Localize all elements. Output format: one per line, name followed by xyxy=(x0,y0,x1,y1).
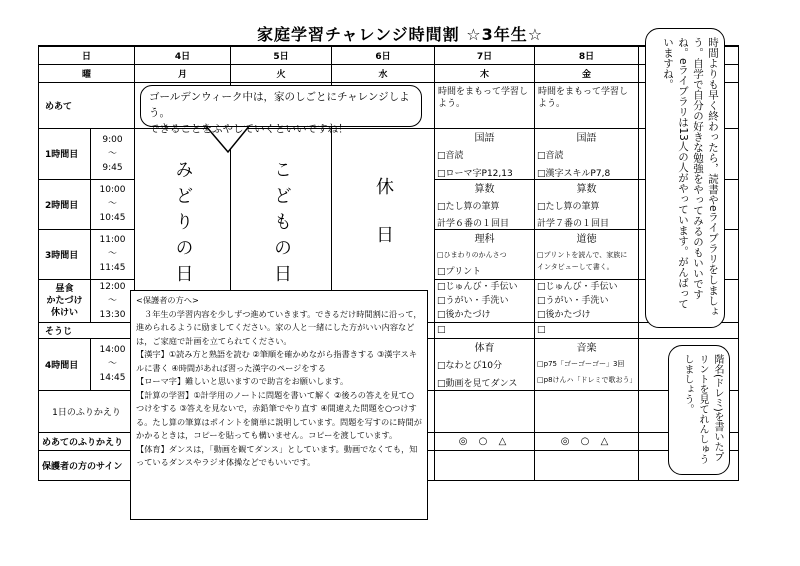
day-5: 5日 xyxy=(231,46,332,64)
holiday-tue: こどもの日 xyxy=(231,128,332,322)
period3-label: 3時間目 xyxy=(39,229,91,279)
fri-goal-marks: ◎ ○ △ xyxy=(535,432,639,450)
goal-label: めあて xyxy=(39,82,135,128)
side-note-music: 階名(ドレミ)を書いたプリントを見てれんしゅうしましょう。 xyxy=(668,345,730,475)
weekday-fri: 金 xyxy=(535,64,639,82)
period2-label: 2時間目 xyxy=(39,179,91,229)
period2-time: 10:00 ～ 10:45 xyxy=(91,179,135,229)
thu-lunch: □じゅんび・手伝い □うがい・手洗い □後かたづけ xyxy=(435,279,535,322)
weekday-thu: 木 xyxy=(435,64,535,82)
fri-period1: 国語 □音読 □漢字スキルP7,8 xyxy=(535,128,639,179)
holiday-mon: みどりの日 xyxy=(135,128,231,322)
lunch-time: 12:00 ～ 13:30 xyxy=(91,279,135,322)
thu-period3: 理科 □ひまわりのかんさつ □プリント xyxy=(435,229,535,279)
fri-period3: 道徳 □プリントを読んで、家族に インタビューして書く。 xyxy=(535,229,639,279)
thu-period1: 国語 □音読 □ローマ字P12,13 xyxy=(435,128,535,179)
period3-time: 11:00 ～ 11:45 xyxy=(91,229,135,279)
thu-period4: 体育 □なわとび10分 □動画を見てダンス xyxy=(435,338,535,390)
fri-goal: 時間をまもって学習しよう。 xyxy=(535,82,639,128)
fri-period2: 算数 □たし算の筆算 計学７番の１回目 xyxy=(535,179,639,229)
holiday-wed: 休日 xyxy=(332,128,435,322)
period4-label: 4時間目 xyxy=(39,338,91,390)
cleaning-label: そうじ xyxy=(39,322,135,338)
weekday-wed: 水 xyxy=(332,64,435,82)
day-7: 7日 xyxy=(435,46,535,64)
day-6: 6日 xyxy=(332,46,435,64)
fri-lunch: □じゅんび・手伝い □うがい・手洗い □後かたづけ xyxy=(535,279,639,322)
lunch-label: 昼食 かたづけ 休けい xyxy=(39,279,91,322)
day-8: 8日 xyxy=(535,46,639,64)
fri-period4: 音楽 □p75「ゴーゴーゴー」3回 □p8けんハ「ドレミで歌おう」 xyxy=(535,338,639,390)
thu-cleaning: □ xyxy=(435,322,535,338)
period4-time: 14:00 ～ 14:45 xyxy=(91,338,135,390)
thu-goal-marks: ◎ ○ △ xyxy=(435,432,535,450)
weekday-mon: 月 xyxy=(135,64,231,82)
guardian-notice: <保護者の方へ> ３年生の学習内容を少しずつ進めていきます。できるだけ時間割に沿って，進められるように励ましてください。家の人と一緒にした方がいい内容などは，ご家庭で計画を立てられてください。 【漢字】①読み方と熟語を読む ②筆順を確かめながら指書きする ③漢字スキルに書く ④時間があれば習った漢字のページをする 【ローマ字】難しいと思いますので助言をお願いします。 【計算の学習】①計学用のノートに問題を書いて解く ②後ろの答えを見て○つけをする ③答えを見ないで，赤鉛筆でやり直す ④間違えた問題を○つけする。たし算の筆算はポイントを簡単に説明しています。問題を写すのに時間がかかるときは，コピーを貼っても構いません。コピーを渡しています。 【体育】ダンスは，「動画を観てダンス」としています。動画でなくても，知っているダンスやラジオ体操などでもいいです。 xyxy=(130,290,428,520)
side-note-library: 時間よりも早く終わったら，読書やeライブラリをしましょう。自学で自分の好きな勉強をやってみるのもいいですね。eライブラリは13人の人がやっています。がんばっていますね。 xyxy=(645,28,725,328)
goal-reflection-label: めあてのふりかえり xyxy=(39,432,135,450)
thu-goal: 時間をまもって学習しよう。 xyxy=(435,82,535,128)
guardian-sign-label: 保護者の方のサイン xyxy=(39,450,135,480)
period1-time: 9:00 ～ 9:45 xyxy=(91,128,135,179)
reflection-label: 1日のふりかえり xyxy=(39,390,135,432)
speech-bubble: ゴールデンウィーク中は，家のしごとにチャレンジしよう。 できることをふやしていくといいですね！ xyxy=(140,85,422,127)
period1-label: 1時間目 xyxy=(39,128,91,179)
thu-period2: 算数 □たし算の筆算 計学６番の１回目 xyxy=(435,179,535,229)
page-title: 家庭学習チャレンジ時間割 ☆3年生☆ xyxy=(256,25,544,44)
day-header: 日 xyxy=(39,46,135,64)
fri-cleaning: □ xyxy=(535,322,639,338)
weekday-tue: 火 xyxy=(231,64,332,82)
weekday-header: 曜 xyxy=(39,64,135,82)
day-4: 4日 xyxy=(135,46,231,64)
